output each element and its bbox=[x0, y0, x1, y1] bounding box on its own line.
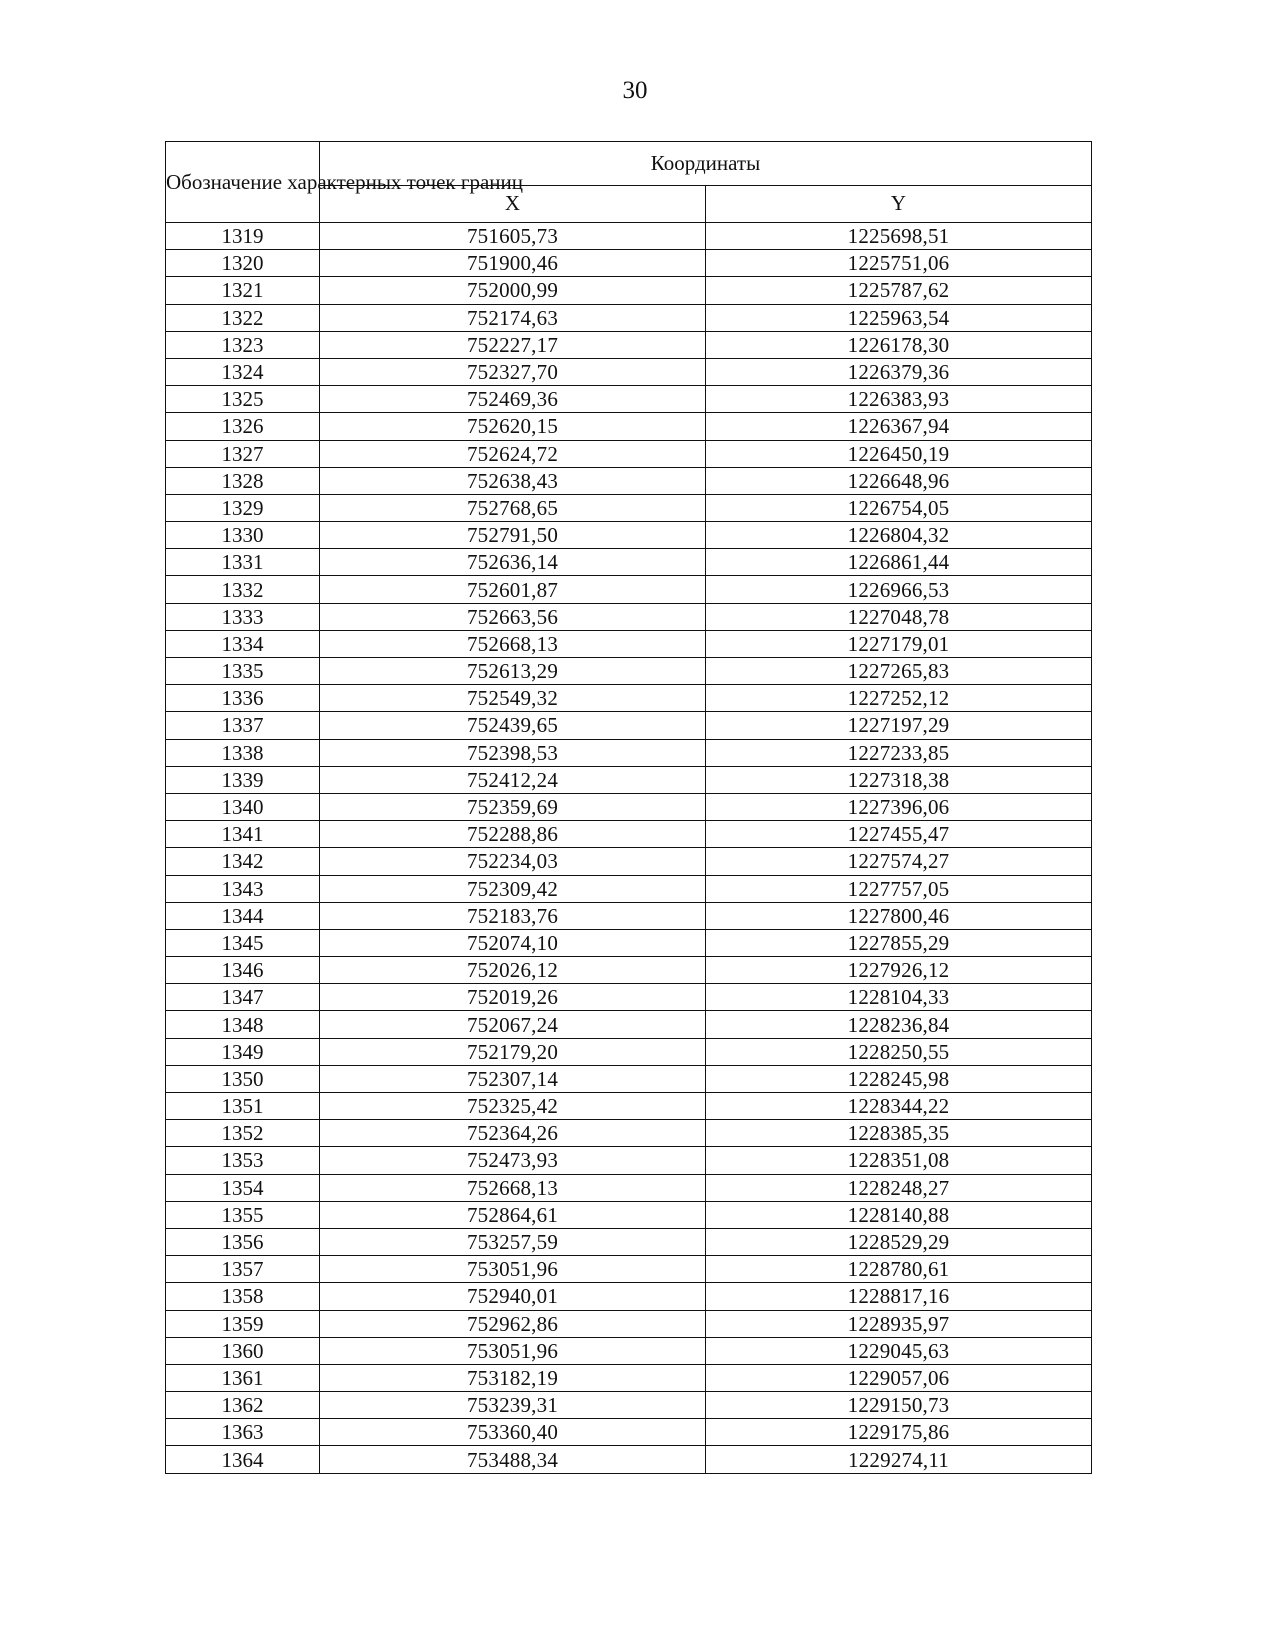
y-coordinate-cell: 1228351,08 bbox=[706, 1147, 1092, 1174]
table-row bbox=[166, 386, 1092, 413]
point-id-cell: 1353 bbox=[166, 1147, 320, 1174]
table-row bbox=[166, 848, 1092, 875]
y-coordinate-cell: 1227574,27 bbox=[706, 848, 1092, 875]
x-coordinate-cell: 752307,14 bbox=[320, 1065, 706, 1092]
y-coordinate-cell: 1227455,47 bbox=[706, 821, 1092, 848]
x-coordinate-cell: 753182,19 bbox=[320, 1364, 706, 1391]
table-body bbox=[166, 223, 1092, 1474]
point-id-cell: 1338 bbox=[166, 739, 320, 766]
point-id-cell: 1325 bbox=[166, 386, 320, 413]
table-row bbox=[166, 1093, 1092, 1120]
point-id-cell: 1329 bbox=[166, 494, 320, 521]
x-coordinate-cell: 752019,26 bbox=[320, 984, 706, 1011]
point-id-cell: 1358 bbox=[166, 1283, 320, 1310]
table-row bbox=[166, 331, 1092, 358]
point-id-cell: 1346 bbox=[166, 957, 320, 984]
y-coordinate-cell: 1228104,33 bbox=[706, 984, 1092, 1011]
point-id-cell: 1359 bbox=[166, 1310, 320, 1337]
y-coordinate-cell: 1228817,16 bbox=[706, 1283, 1092, 1310]
x-coordinate-cell: 752668,13 bbox=[320, 630, 706, 657]
x-coordinate-cell: 752636,14 bbox=[320, 549, 706, 576]
x-coordinate-cell: 753257,59 bbox=[320, 1228, 706, 1255]
y-coordinate-cell: 1226861,44 bbox=[706, 549, 1092, 576]
point-id-cell: 1345 bbox=[166, 929, 320, 956]
table-row bbox=[166, 712, 1092, 739]
point-id-cell: 1320 bbox=[166, 250, 320, 277]
y-coordinate-cell: 1228344,22 bbox=[706, 1093, 1092, 1120]
y-coordinate-cell: 1227396,06 bbox=[706, 793, 1092, 820]
point-id-cell: 1321 bbox=[166, 277, 320, 304]
point-id-cell: 1326 bbox=[166, 413, 320, 440]
point-id-cell: 1324 bbox=[166, 358, 320, 385]
point-id-cell: 1337 bbox=[166, 712, 320, 739]
y-coordinate-cell: 1225751,06 bbox=[706, 250, 1092, 277]
table-row bbox=[166, 875, 1092, 902]
point-id-cell: 1332 bbox=[166, 576, 320, 603]
x-coordinate-cell: 752174,63 bbox=[320, 304, 706, 331]
table-row bbox=[166, 766, 1092, 793]
x-coordinate-cell: 752663,56 bbox=[320, 603, 706, 630]
point-id-cell: 1351 bbox=[166, 1093, 320, 1120]
table-row bbox=[166, 1337, 1092, 1364]
point-id-cell: 1355 bbox=[166, 1201, 320, 1228]
coordinates-table bbox=[165, 141, 1092, 1474]
table-row bbox=[166, 902, 1092, 929]
y-coordinate-cell: 1227048,78 bbox=[706, 603, 1092, 630]
x-coordinate-cell: 751900,46 bbox=[320, 250, 706, 277]
y-coordinate-cell: 1229045,63 bbox=[706, 1337, 1092, 1364]
table-row bbox=[166, 1283, 1092, 1310]
y-coordinate-cell: 1225963,54 bbox=[706, 304, 1092, 331]
table-row bbox=[166, 576, 1092, 603]
y-coordinate-cell: 1228385,35 bbox=[706, 1120, 1092, 1147]
point-id-cell: 1354 bbox=[166, 1174, 320, 1201]
x-coordinate-cell: 752601,87 bbox=[320, 576, 706, 603]
point-id-cell: 1361 bbox=[166, 1364, 320, 1391]
x-coordinate-cell: 752940,01 bbox=[320, 1283, 706, 1310]
y-coordinate-cell: 1227926,12 bbox=[706, 957, 1092, 984]
x-coordinate-cell: 752026,12 bbox=[320, 957, 706, 984]
table-row bbox=[166, 467, 1092, 494]
point-id-cell: 1360 bbox=[166, 1337, 320, 1364]
table-row bbox=[166, 929, 1092, 956]
x-coordinate-cell: 752364,26 bbox=[320, 1120, 706, 1147]
x-coordinate-cell: 753488,34 bbox=[320, 1446, 706, 1473]
point-id-cell: 1348 bbox=[166, 1011, 320, 1038]
table-row bbox=[166, 1419, 1092, 1446]
point-id-cell: 1331 bbox=[166, 549, 320, 576]
y-coordinate-cell: 1227265,83 bbox=[706, 658, 1092, 685]
table-row bbox=[166, 277, 1092, 304]
table-row bbox=[166, 1201, 1092, 1228]
x-coordinate-cell: 752234,03 bbox=[320, 848, 706, 875]
point-id-cell: 1350 bbox=[166, 1065, 320, 1092]
x-coordinate-cell: 752768,65 bbox=[320, 494, 706, 521]
x-coordinate-cell: 752227,17 bbox=[320, 331, 706, 358]
point-id-cell: 1322 bbox=[166, 304, 320, 331]
x-coordinate-cell: 752791,50 bbox=[320, 522, 706, 549]
x-coordinate-cell: 752864,61 bbox=[320, 1201, 706, 1228]
y-coordinate-cell: 1225698,51 bbox=[706, 223, 1092, 250]
table-row bbox=[166, 494, 1092, 521]
table-row bbox=[166, 1065, 1092, 1092]
x-coordinate-cell: 751605,73 bbox=[320, 223, 706, 250]
x-coordinate-cell: 752183,76 bbox=[320, 902, 706, 929]
y-coordinate-cell: 1226379,36 bbox=[706, 358, 1092, 385]
point-id-cell: 1357 bbox=[166, 1256, 320, 1283]
point-id-cell: 1339 bbox=[166, 766, 320, 793]
table-row bbox=[166, 1038, 1092, 1065]
y-coordinate-cell: 1226754,05 bbox=[706, 494, 1092, 521]
x-coordinate-cell: 752473,93 bbox=[320, 1147, 706, 1174]
y-coordinate-cell: 1229175,86 bbox=[706, 1419, 1092, 1446]
table-row bbox=[166, 358, 1092, 385]
header-coordinates: Координаты bbox=[320, 142, 1092, 186]
y-coordinate-cell: 1228529,29 bbox=[706, 1228, 1092, 1255]
table-row bbox=[166, 223, 1092, 250]
y-coordinate-cell: 1227800,46 bbox=[706, 902, 1092, 929]
point-id-cell: 1356 bbox=[166, 1228, 320, 1255]
y-coordinate-cell: 1227252,12 bbox=[706, 685, 1092, 712]
table-row bbox=[166, 957, 1092, 984]
y-coordinate-cell: 1226648,96 bbox=[706, 467, 1092, 494]
table-row bbox=[166, 1011, 1092, 1038]
x-coordinate-cell: 752327,70 bbox=[320, 358, 706, 385]
x-coordinate-cell: 752668,13 bbox=[320, 1174, 706, 1201]
y-coordinate-cell: 1227233,85 bbox=[706, 739, 1092, 766]
point-id-cell: 1364 bbox=[166, 1446, 320, 1473]
table-row bbox=[166, 1147, 1092, 1174]
point-id-cell: 1334 bbox=[166, 630, 320, 657]
table-row bbox=[166, 1228, 1092, 1255]
point-id-cell: 1349 bbox=[166, 1038, 320, 1065]
point-id-cell: 1333 bbox=[166, 603, 320, 630]
y-coordinate-cell: 1229274,11 bbox=[706, 1446, 1092, 1473]
y-coordinate-cell: 1227855,29 bbox=[706, 929, 1092, 956]
x-coordinate-cell: 752613,29 bbox=[320, 658, 706, 685]
y-coordinate-cell: 1225787,62 bbox=[706, 277, 1092, 304]
point-id-cell: 1362 bbox=[166, 1392, 320, 1419]
y-coordinate-cell: 1228236,84 bbox=[706, 1011, 1092, 1038]
point-id-cell: 1327 bbox=[166, 440, 320, 467]
point-id-cell: 1344 bbox=[166, 902, 320, 929]
table-row bbox=[166, 630, 1092, 657]
point-id-cell: 1330 bbox=[166, 522, 320, 549]
table-row bbox=[166, 1120, 1092, 1147]
x-coordinate-cell: 753051,96 bbox=[320, 1337, 706, 1364]
y-coordinate-cell: 1228935,97 bbox=[706, 1310, 1092, 1337]
y-coordinate-cell: 1226367,94 bbox=[706, 413, 1092, 440]
point-id-cell: 1335 bbox=[166, 658, 320, 685]
table-row bbox=[166, 1256, 1092, 1283]
table-row bbox=[166, 440, 1092, 467]
point-id-cell: 1352 bbox=[166, 1120, 320, 1147]
y-coordinate-cell: 1227318,38 bbox=[706, 766, 1092, 793]
table-row bbox=[166, 658, 1092, 685]
table-row bbox=[166, 793, 1092, 820]
y-coordinate-cell: 1228250,55 bbox=[706, 1038, 1092, 1065]
table-row bbox=[166, 522, 1092, 549]
point-id-cell: 1363 bbox=[166, 1419, 320, 1446]
point-id-cell: 1336 bbox=[166, 685, 320, 712]
x-coordinate-cell: 752288,86 bbox=[320, 821, 706, 848]
point-id-cell: 1323 bbox=[166, 331, 320, 358]
table-row bbox=[166, 304, 1092, 331]
point-id-cell: 1340 bbox=[166, 793, 320, 820]
x-coordinate-cell: 752469,36 bbox=[320, 386, 706, 413]
table-row bbox=[166, 739, 1092, 766]
table-row bbox=[166, 250, 1092, 277]
x-coordinate-cell: 752624,72 bbox=[320, 440, 706, 467]
table-row bbox=[166, 821, 1092, 848]
x-coordinate-cell: 752412,24 bbox=[320, 766, 706, 793]
y-coordinate-cell: 1226966,53 bbox=[706, 576, 1092, 603]
table-row bbox=[166, 1310, 1092, 1337]
table-row bbox=[166, 984, 1092, 1011]
x-coordinate-cell: 752074,10 bbox=[320, 929, 706, 956]
x-coordinate-cell: 752620,15 bbox=[320, 413, 706, 440]
y-coordinate-cell: 1227757,05 bbox=[706, 875, 1092, 902]
table-row bbox=[166, 1174, 1092, 1201]
x-coordinate-cell: 752000,99 bbox=[320, 277, 706, 304]
y-coordinate-cell: 1227179,01 bbox=[706, 630, 1092, 657]
table-row bbox=[166, 1364, 1092, 1391]
point-id-cell: 1342 bbox=[166, 848, 320, 875]
header-y: Y bbox=[706, 185, 1092, 222]
header-designation: Обозначение характерных точек границ bbox=[166, 142, 320, 223]
y-coordinate-cell: 1229150,73 bbox=[706, 1392, 1092, 1419]
y-coordinate-cell: 1228248,27 bbox=[706, 1174, 1092, 1201]
y-coordinate-cell: 1229057,06 bbox=[706, 1364, 1092, 1391]
y-coordinate-cell: 1226178,30 bbox=[706, 331, 1092, 358]
x-coordinate-cell: 752309,42 bbox=[320, 875, 706, 902]
page-number: 30 bbox=[622, 77, 648, 104]
table-row bbox=[166, 1446, 1092, 1473]
x-coordinate-cell: 752179,20 bbox=[320, 1038, 706, 1065]
y-coordinate-cell: 1227197,29 bbox=[706, 712, 1092, 739]
table-row bbox=[166, 685, 1092, 712]
point-id-cell: 1341 bbox=[166, 821, 320, 848]
table-row bbox=[166, 413, 1092, 440]
x-coordinate-cell: 753239,31 bbox=[320, 1392, 706, 1419]
table-row bbox=[166, 549, 1092, 576]
point-id-cell: 1343 bbox=[166, 875, 320, 902]
x-coordinate-cell: 752325,42 bbox=[320, 1093, 706, 1120]
y-coordinate-cell: 1226383,93 bbox=[706, 386, 1092, 413]
x-coordinate-cell: 752439,65 bbox=[320, 712, 706, 739]
point-id-cell: 1319 bbox=[166, 223, 320, 250]
x-coordinate-cell: 753360,40 bbox=[320, 1419, 706, 1446]
y-coordinate-cell: 1228245,98 bbox=[706, 1065, 1092, 1092]
y-coordinate-cell: 1226450,19 bbox=[706, 440, 1092, 467]
point-id-cell: 1347 bbox=[166, 984, 320, 1011]
point-id-cell: 1328 bbox=[166, 467, 320, 494]
table-row bbox=[166, 1392, 1092, 1419]
y-coordinate-cell: 1228140,88 bbox=[706, 1201, 1092, 1228]
x-coordinate-cell: 752962,86 bbox=[320, 1310, 706, 1337]
table-row bbox=[166, 603, 1092, 630]
x-coordinate-cell: 753051,96 bbox=[320, 1256, 706, 1283]
x-coordinate-cell: 752067,24 bbox=[320, 1011, 706, 1038]
header-x: X bbox=[320, 185, 706, 222]
x-coordinate-cell: 752398,53 bbox=[320, 739, 706, 766]
x-coordinate-cell: 752359,69 bbox=[320, 793, 706, 820]
x-coordinate-cell: 752638,43 bbox=[320, 467, 706, 494]
y-coordinate-cell: 1226804,32 bbox=[706, 522, 1092, 549]
y-coordinate-cell: 1228780,61 bbox=[706, 1256, 1092, 1283]
x-coordinate-cell: 752549,32 bbox=[320, 685, 706, 712]
